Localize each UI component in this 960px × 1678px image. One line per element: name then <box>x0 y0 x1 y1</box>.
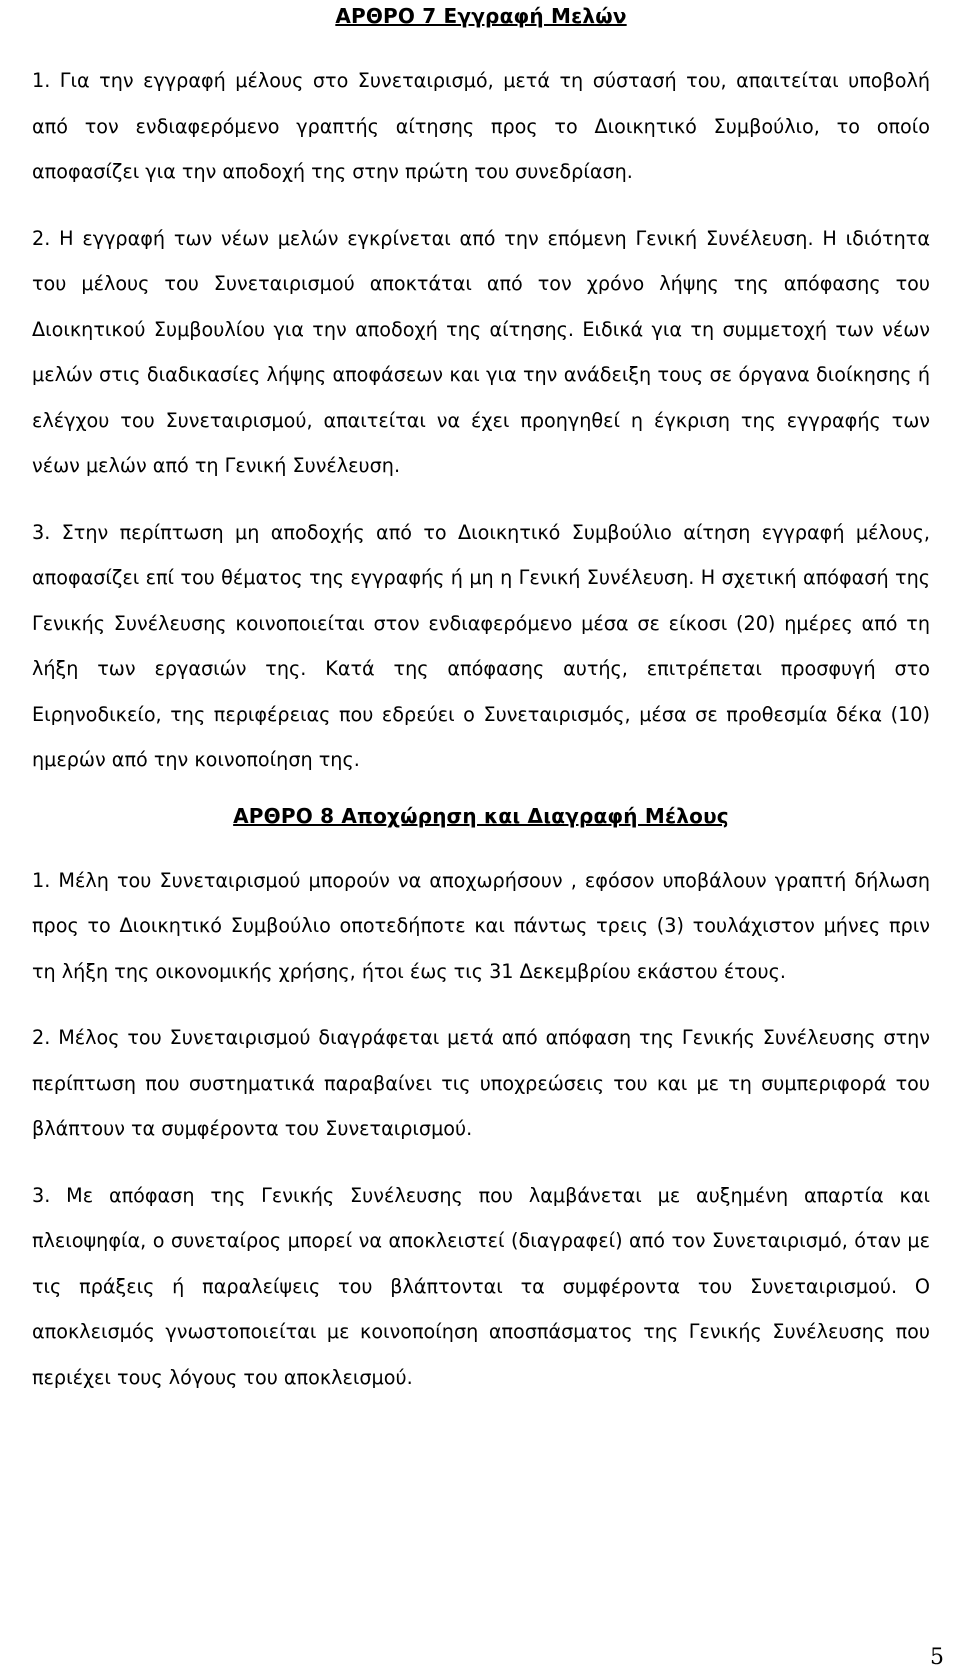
article-8-paragraph-3: 3. Με απόφαση της Γενικής Συνέλευσης που λαμβάνεται με αυξημένη απαρτία και πλειοψηφία, ο συνεταίρος μπορεί να αποκλειστεί (διαγραφεί) από τον Συνεταιρισμό, όταν με τις πράξεις ή παραλείψεις του βλάπτονται τα συμφέροντα του Συνεταιρισμού. Ο αποκλεισμός γνωστοποιείται με κοινοποίηση αποσπάσματος της Γενικής Συνέλευσης που περιέχει τους λόγους του αποκλεισμού. <box>32 1183 930 1389</box>
article-8-paragraph-1: 1. Μέλη του Συνεταιρισμού μπορούν να αποχωρήσουν , εφόσον υποβάλουν γραπτή δήλωση προς το Διοικητικό Συμβούλιο οποτεδήποτε και πάντως τρεις (3) τουλάχιστον μήνες πριν τη λήξη της οικονομικής χρήσης, ήτοι έως τις 31 Δεκεμβρίου εκάστου έτους. <box>32 868 930 983</box>
article-7-paragraph-2: 2. Η εγγραφή των νέων μελών εγκρίνεται από την επόμενη Γενική Συνέλευση. Η ιδιότητα του μέλους του Συνεταιρισμού αποκτάται από τον χρόνο λήψης της απόφασης του Διοικητικού Συμβουλίου για την αποδοχή της αίτησης. Ειδικά για τη συμμετοχή των νέων μελών στις διαδικασίες λήψης αποφάσεων και για την ανάδειξη τους σε όργανα διοίκησης ή ελέγχου του Συνεταιρισμού, απαιτείται να έχει προηγηθεί η έγκριση της εγγραφής των νέων μελών από τη Γενική Συνέλευση. <box>32 226 930 477</box>
page-number: 5 <box>930 1645 944 1670</box>
article-7-heading: ΑΡΘΡΟ 7 Εγγραφή Μελών <box>335 4 627 28</box>
document-page <box>32 0 930 1421</box>
article-8-heading: ΑΡΘΡΟ 8 Αποχώρηση και Διαγραφή Μέλους <box>233 803 729 828</box>
article-7-paragraph-3: 3. Στην περίπτωση μη αποδοχής από το Διοικητικό Συμβούλιο αίτηση εγγραφή μέλους, αποφασίζει επί του θέματος της εγγραφής ή μη η Γενική Συνέλευση. Η σχετική απόφασή της Γενικής Συνέλευσης κοινοποιείται στον ενδιαφερόμενο μέσα σε είκοσι (20) ημέρες από τη λήξη των εργασιών της. Κατά της απόφασης αυτής, επιτρέπεται προσφυγή στο Ειρηνοδικείο, της περιφέρειας που εδρεύει ο Συνεταιρισμός, μέσα σε προθεσμία δέκα (10) ημερών από την κοινοποίηση της. <box>32 520 930 771</box>
article-7-paragraph-1: 1. Για την εγγραφή μέλους στο Συνεταιρισμό, μετά τη σύστασή του, απαιτείται υποβολή από τον ενδιαφερόμενο γραπτής αίτησης προς το Διοικητικό Συμβούλιο, το οποίο αποφασίζει για την αποδοχή της στην πρώτη του συνεδρίαση. <box>32 69 930 183</box>
article-8-paragraph-2: 2. Μέλος του Συνεταιρισμού διαγράφεται μετά από απόφαση της Γενικής Συνέλευσης στην περίπτωση που συστηματικά παραβαίνει τις υποχρεώσεις του και με τη συμπεριφορά του βλάπτουν τα συμφέροντα του Συνεταιρισμού. <box>32 1026 930 1140</box>
